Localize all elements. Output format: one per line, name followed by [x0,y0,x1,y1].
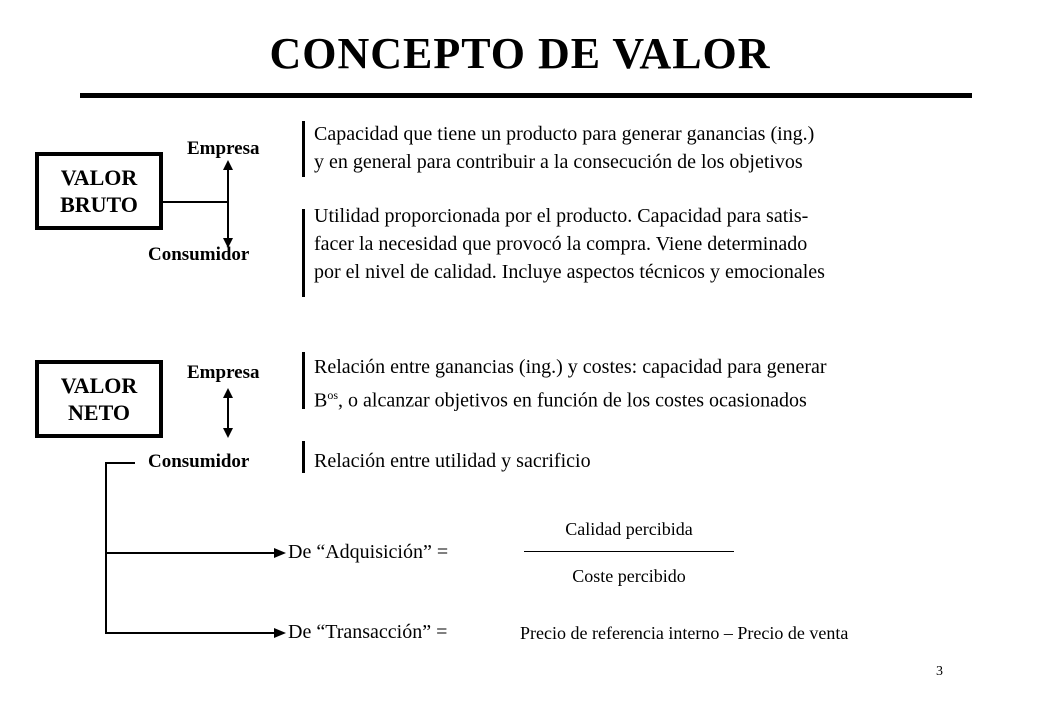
neto-consumidor-bracket [302,441,305,473]
bruto-empresa-desc [314,120,814,176]
bruto-consumidor-desc-line: Utilidad proporcionada por el producto. Capacidad para satis- [314,205,809,227]
bruto-empresa-desc-line: y en general para contribuir a la consecución de los objetivos [314,151,803,173]
neto-empresa-desc-line1: Relación entre ganancias (ing.) y costes: capacidad para generar [314,356,827,378]
bruto-empresa-desc-line: Capacidad que tiene un producto para generar ganancias (ing.) [314,123,815,145]
transaccion-label: De “Transacción” = [288,621,448,643]
bruto-consumidor-desc-line: facer la necesidad que provocó la compra. Viene determinado [314,233,808,255]
title-underline [80,93,972,98]
adquisicion-numerator: Calidad percibida [565,519,693,539]
bruto-empresa-label: Empresa [187,138,260,159]
adquisicion-arrow [106,545,286,561]
neto-empresa-desc-line2 [314,381,827,415]
transaccion-arrow [106,625,286,641]
page-number: 3 [936,664,943,679]
neto-consumidor-desc: Relación entre utilidad y sacrificio [314,450,591,472]
valor-neto-line1: VALOR [60,372,138,398]
bruto-consumidor-desc [314,202,825,286]
bruto-consumidor-desc-line: por el nivel de calidad. Incluye aspectos técnicos y emocionales [314,261,825,283]
slide-title: CONCEPTO DE VALOR [269,29,771,78]
valor-neto-line2: NETO [68,400,130,425]
neto-consumidor-label: Consumidor [148,451,250,472]
bruto-consumidor-label: Consumidor [148,244,250,265]
transaccion-expression: Precio de referencia interno – Precio de venta [520,623,849,643]
bruto-empresa-bracket [302,121,305,177]
bruto-double-arrow [218,160,238,248]
tree-top-line [105,462,135,464]
neto-empresa-desc [314,353,827,415]
valor-bruto-box [35,152,163,230]
fraction-bar [524,551,734,552]
neto-empresa-desc-rest: , o alcanzar objetivos en función de los costes ocasionados [338,389,807,412]
bruto-consumidor-bracket [302,209,305,297]
valor-bruto-line2: BRUTO [60,192,138,217]
neto-empresa-bracket [302,352,305,409]
bos-base: B [314,389,328,412]
valor-bruto-line1: VALOR [60,164,138,190]
neto-double-arrow [218,388,238,438]
neto-empresa-label: Empresa [187,362,260,383]
adquisicion-label: De “Adquisición” = [288,541,449,563]
bos-superscript: os [327,388,339,402]
adquisicion-denominator: Coste percibido [572,566,686,586]
valor-neto-box [35,360,163,438]
